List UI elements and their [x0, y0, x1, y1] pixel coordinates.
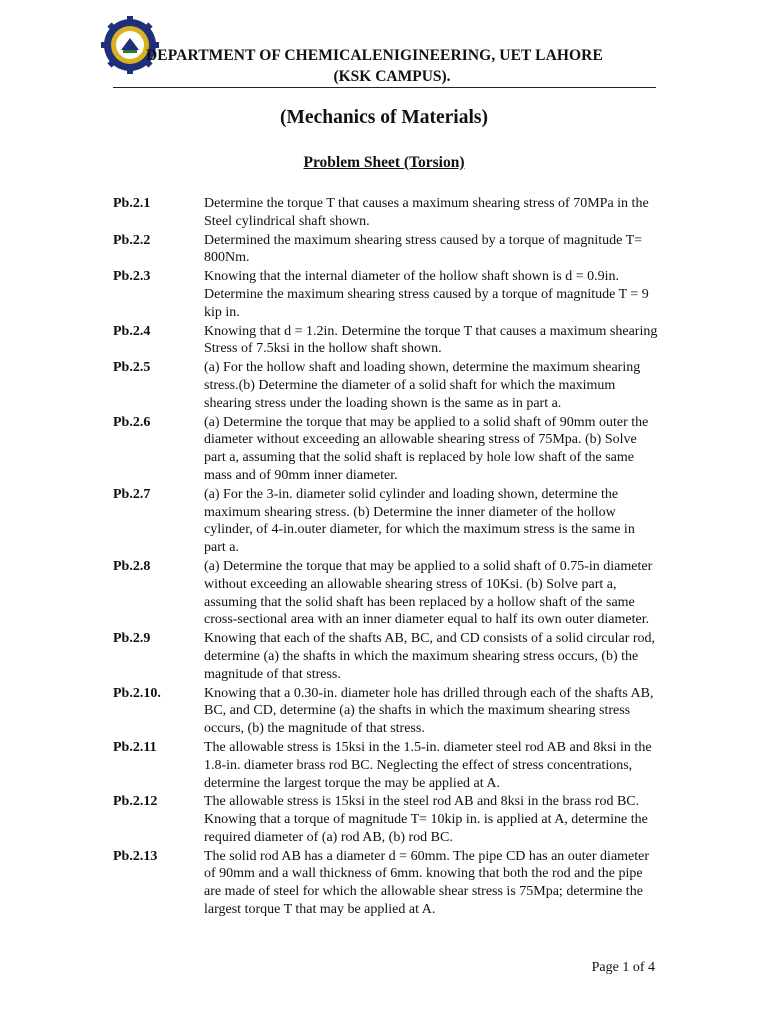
problem-number: Pb.2.1	[113, 196, 151, 211]
campus-heading: (KSK CAMPUS).	[333, 68, 451, 85]
problem-text: (a) For the 3-in. diameter solid cylinder and loading shown, determine the maximum shearing stress. (b) Determine the inner diameter of the hollow cylinder, of 4-in.outer diameter, for which the maximum stress is the same in part a.	[204, 486, 635, 556]
problem-item	[113, 685, 658, 738]
problem-text: The allowable stress is 15ksi in the 1.5-in. diameter steel rod AB and 8ksi in the 1.8-in. diameter brass rod BC. Neglecting the effect of stress concentrations, determine the largest torque the may be applied at A.	[204, 739, 652, 791]
problem-item	[113, 359, 658, 412]
problem-number: Pb.2.6	[113, 414, 151, 430]
problem-number: Pb.2.2	[113, 232, 151, 248]
problem-item	[113, 195, 658, 231]
problem-number: Pb.2.5	[113, 360, 151, 376]
university-seal-icon	[101, 16, 159, 74]
problem-text: (a) Determine the torque that may be applied to a solid shaft of 0.75-in diameter without exceeding an allowable shearing stress of 10Ksi. (b) Solve part a, assuming that the solid shaft has been replaced by a hollow shaft of the same cross-sectional area with an inner diameter equal to half its own outer diameter.	[204, 558, 653, 628]
problem-text: (a) For the hollow shaft and loading shown, determine the maximum shearing stress.(b) Determine the diameter of a solid shaft for which the maximum shearing stress under the loading shown is the same as in part a.	[204, 360, 641, 411]
problem-number: Pb.2.10.	[113, 685, 161, 701]
problem-number: Pb.2.7	[113, 486, 151, 502]
sheet-title: Problem Sheet (Torsion)	[303, 154, 465, 171]
problem-number: Pb.2.3	[113, 269, 151, 285]
problem-text: Knowing that d = 1.2in. Determine the torque T that causes a maximum shearing Stress of 7.5ksi in the hollow shaft shown.	[204, 323, 658, 357]
problem-text: Knowing that a 0.30-in. diameter hole has drilled through each of the shafts AB, BC, and CD, determine (a) the shafts in which the maximum shearing stress occurs, (b) the magnitude of that stress.	[204, 685, 654, 737]
problem-item	[113, 558, 658, 629]
problem-text: The solid rod AB has a diameter d = 60mm. The pipe CD has an outer diameter of 90mm and a wall thickness of 6mm. knowing that both the rod and the pipe are made of steel for which the allowable shear stress is 75Mpa; determine the largest torque T that may be applied at A.	[204, 848, 650, 918]
problem-text: Determine the torque T that causes a maximum shearing stress of 70MPa in the Steel cylindrical shaft shown.	[204, 196, 649, 229]
problem-number: Pb.2.9	[113, 631, 151, 647]
problem-item	[113, 414, 658, 485]
course-title: (Mechanics of Materials)	[280, 107, 488, 128]
problem-text: Knowing that each of the shafts AB, BC, and CD consists of a solid circular rod, determine (a) the shafts in which the maximum shearing stress occurs, (b) the magnitude of that stress.	[204, 631, 656, 682]
problem-number: Pb.2.8	[113, 558, 151, 574]
problem-number: Pb.2.12	[113, 794, 158, 810]
header-divider	[113, 87, 656, 88]
problem-item	[113, 268, 658, 321]
problem-text: Knowing that the internal diameter of the hollow shaft shown is d = 0.9in. Determine the maximum shearing stress caused by a torque of magnitude T = 9 kip in.	[204, 269, 649, 320]
problem-item	[113, 848, 658, 919]
department-heading: DEPARTMENT OF CHEMICALENIGINEERING, UET LAHORE	[146, 47, 603, 64]
problem-text: (a) Determine the torque that may be applied to a solid shaft of 90mm outer the diameter without exceeding an allowable shearing stress of 75Mpa. (b) Solve part a, assuming that the solid shaft is replaced by hole low shaft of the same mass and of 90mm inner diameter.	[204, 414, 649, 483]
problem-list	[113, 195, 658, 920]
problem-number: Pb.2.4	[113, 323, 151, 339]
problem-number: Pb.2.13	[113, 848, 158, 864]
problem-item	[113, 486, 658, 557]
problem-text: The allowable stress is 15ksi in the steel rod AB and 8ksi in the brass rod BC. Knowing that a torque of magnitude T= 10kip in. is applied at A, determine the required diameter of (a) rod AB, (b) rod BC.	[204, 794, 648, 845]
problem-item	[113, 739, 658, 792]
problem-item	[113, 630, 658, 683]
problem-item	[113, 793, 658, 846]
problem-number: Pb.2.11	[113, 739, 157, 755]
problem-text: Determined the maximum shearing stress caused by a torque of magnitude T= 800Nm.	[204, 232, 643, 266]
problem-item	[113, 232, 658, 268]
problem-item	[113, 323, 658, 359]
page-number: Page 1 of 4	[591, 960, 655, 975]
seal-base	[123, 50, 137, 53]
